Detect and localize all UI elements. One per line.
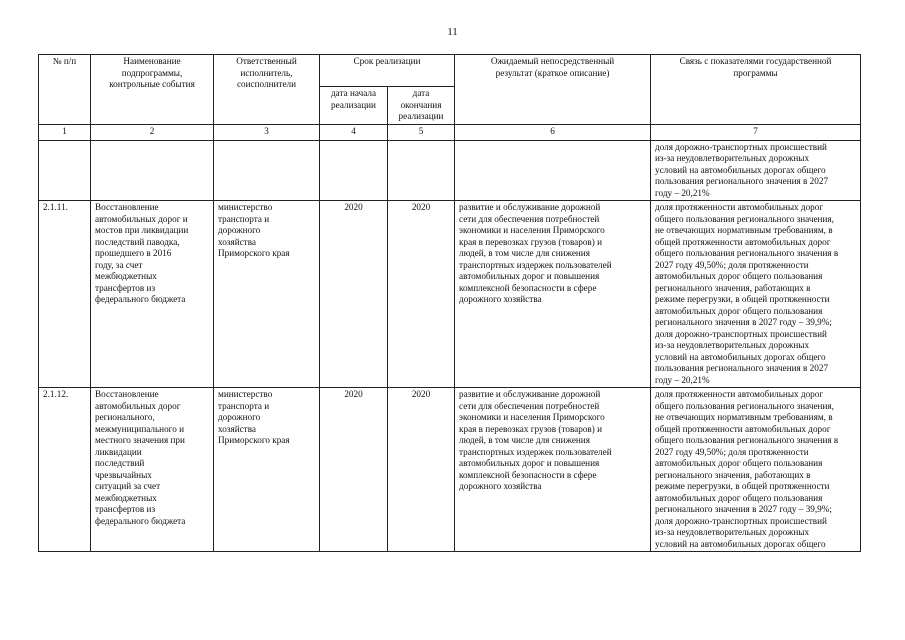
header-num: № п/п <box>39 55 91 125</box>
row-link: доля протяженности автомобильных дорог общего пользования регионального значения, не отвечающих нормативным требованиям, в общей протяженности автомобильных дорог общего пользования регионального значения в 2027 году 49,50%; доля протяженности автомобильных дорог общего пользования регионального значения, работающих в режиме перегрузки, в общей протяженности автомобильных дорог общего пользования регионального значения в 2027 году – 39,9%; доля дорожно-транспортных происшествий из-за неудовлетворительных дорожных условий на автомобильных дорогах общего пользования регионального значения в 2027 году – 20,21% <box>651 201 861 388</box>
row-link: доля протяженности автомобильных дорог общего пользования регионального значения, не отвечающих нормативным требованиям, в общей протяженности автомобильных дорог общего пользования регионального значения в 2027 году 49,50%; доля протяженности автомобильных дорог общего пользования регионального значения, работающих в режиме перегрузки, в общей протяженности автомобильных дорог общего пользования регионального значения в 2027 году – 39,9%; доля дорожно-транспортных происшествий из-за неудовлетворительных дорожных условий на автомобильных дорогах общего <box>651 388 861 552</box>
header-end-date: дата окончания реализации <box>388 87 455 125</box>
header-responsible: Ответственный исполнитель, соисполнители <box>214 55 320 125</box>
row-start: 2020 <box>320 201 388 388</box>
header-name: Наименование подпрограммы, контрольные события <box>91 55 214 125</box>
row-end: 2020 <box>388 201 455 388</box>
row-name: Восстановление автомобильных дорог регионального, межмуниципального и местного значения при ликвидации последствий чрезвычайных ситуаций за счет межбюджетных трансфертов из федерального бюджета <box>91 388 214 552</box>
row-end: 2020 <box>388 388 455 552</box>
row-result <box>455 140 651 201</box>
column-number: 7 <box>651 124 861 140</box>
header-term: Срок реализации <box>320 55 455 87</box>
header-result: Ожидаемый непосредственный результат (краткое описание) <box>455 55 651 125</box>
row-responsible: министерство транспорта и дорожного хозяйства Приморского края <box>214 388 320 552</box>
row-num: 2.1.11. <box>39 201 91 388</box>
row-link: доля дорожно-транспортных происшествий из-за неудовлетворительных дорожных условий на автомобильных дорогах общего пользования регионального значения в 2027 году – 20,21% <box>651 140 861 201</box>
row-responsible: министерство транспорта и дорожного хозяйства Приморского края <box>214 201 320 388</box>
table-row <box>39 201 861 388</box>
table-row <box>39 140 861 201</box>
row-end <box>388 140 455 201</box>
column-number: 1 <box>39 124 91 140</box>
program-table <box>38 54 861 552</box>
page-number: 11 <box>447 26 458 38</box>
row-name <box>91 140 214 201</box>
column-number: 3 <box>214 124 320 140</box>
row-name: Восстановление автомобильных дорог и мостов при ликвидации последствий паводка, прошедшего в 2016 году, за счет межбюджетных трансфертов из федерального бюджета <box>91 201 214 388</box>
row-responsible <box>214 140 320 201</box>
column-number: 6 <box>455 124 651 140</box>
row-start: 2020 <box>320 388 388 552</box>
header-row <box>39 55 861 87</box>
column-number: 2 <box>91 124 214 140</box>
row-num <box>39 140 91 201</box>
header-start-date: дата начала реализации <box>320 87 388 125</box>
column-number: 5 <box>388 124 455 140</box>
row-start <box>320 140 388 201</box>
column-number: 4 <box>320 124 388 140</box>
column-numbers-row <box>39 124 861 140</box>
row-num: 2.1.12. <box>39 388 91 552</box>
row-result: развитие и обслуживание дорожной сети для обеспечения потребностей экономики и населения Приморского края в перевозках грузов (товаров) и людей, в том числе для снижения транспортных издержек пользователей автомобильных дорог и повышения комплексной безопасности в сфере дорожного хозяйства <box>455 201 651 388</box>
row-result: развитие и обслуживание дорожной сети для обеспечения потребностей экономики и населения Приморского края в перевозках грузов (товаров) и людей, в том числе для снижения транспортных издержек пользователей автомобильных дорог и повышения комплексной безопасности в сфере дорожного хозяйства <box>455 388 651 552</box>
table-row <box>39 388 861 552</box>
header-link: Связь с показателями государственной программы <box>651 55 861 125</box>
